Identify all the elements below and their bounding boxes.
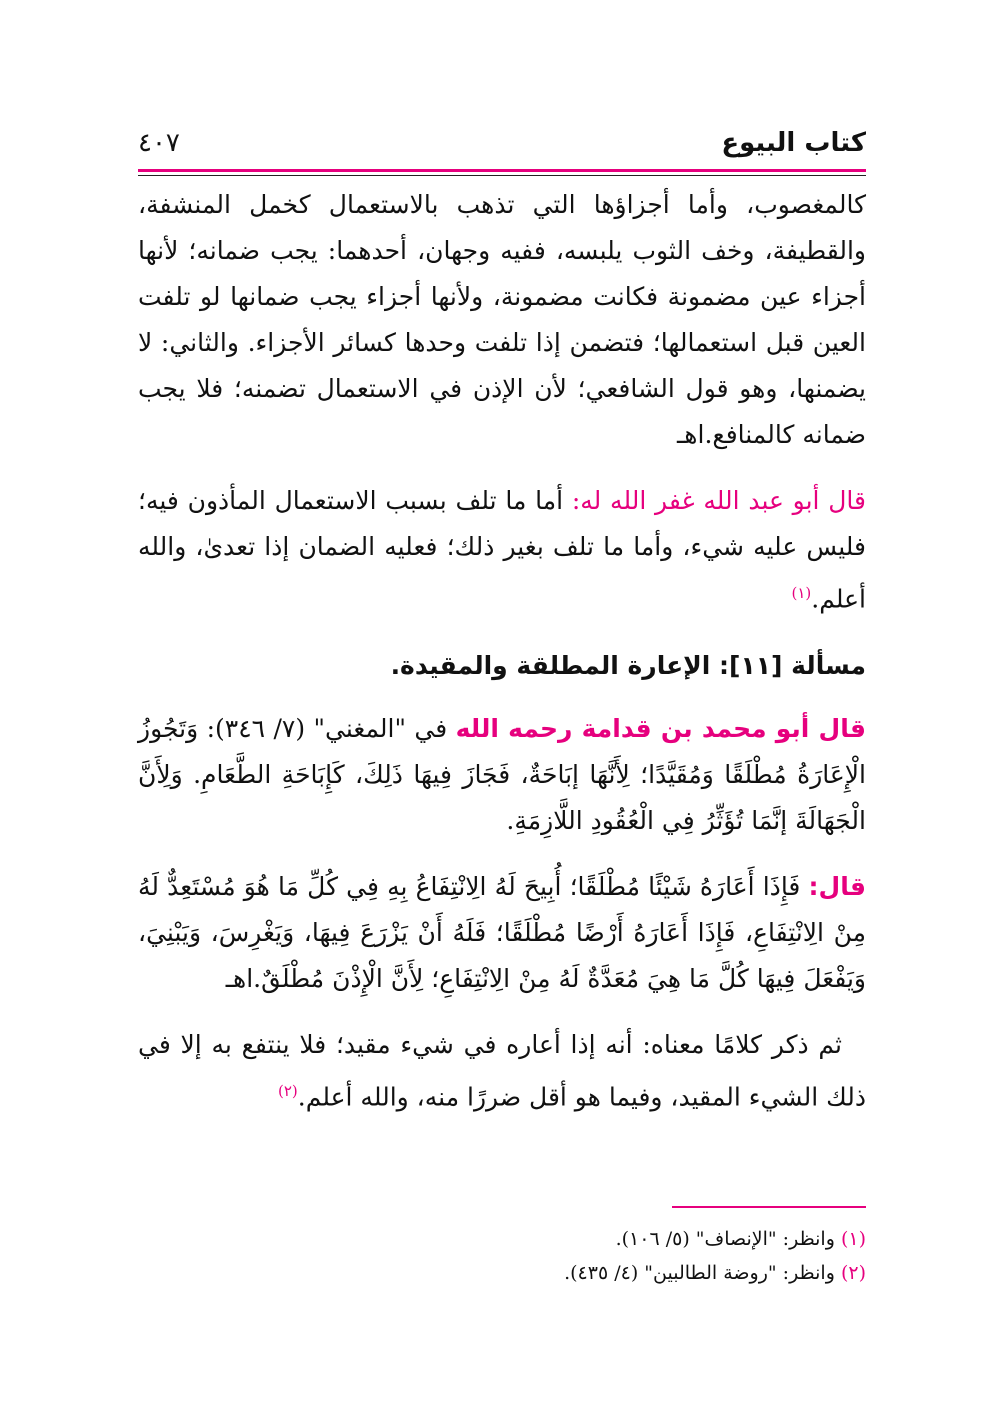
footnote-text: وانظر: "روضة الطالبين" (٤/ ٤٣٥).: [564, 1262, 841, 1284]
paragraph-5: [138, 1022, 866, 1120]
footnotes: [138, 1222, 866, 1290]
header-rule-pink: [138, 169, 866, 172]
author-comment-label: قال أبو عبد الله غفر الله له:: [571, 486, 866, 515]
running-header: [138, 128, 866, 168]
footnote-number: (١): [840, 1228, 866, 1250]
footnote-ref-2[interactable]: (٢): [277, 1082, 298, 1101]
paragraph-4: [138, 864, 866, 1002]
book-title: كتاب البيوع: [721, 128, 866, 158]
qala-label: قال:: [808, 872, 866, 902]
quote-source-label: قال أبو محمد بن قدامة رحمه الله: [455, 714, 867, 744]
paragraph-5-text: ثم ذكر كلامًا معناه: أنه إذا أعاره في شيء مقيد؛ فلا ينتفع به إلا في ذلك الشيء المقيد، وفيما هو أقل ضررًا منه، والله أعلم.: [138, 1030, 866, 1112]
header-rule-black: [138, 175, 866, 176]
paragraph-4-text: فَإِذَا أَعَارَهُ شَيْئًا مُطْلَقًا؛ أُبِيحَ لَهُ الِانْتِفَاعُ بِهِ فِي كُلِّ مَا هُوَ مُسْتَعِدٌّ لَهُ مِنْ الِانْتِفَاعِ، فَإِذَا أَعَارَهُ أَرْضًا مُطْلَقًا؛ فَلَهُ أَنْ يَزْرَعَ فِيهَا، وَيَغْرِسَ، وَيَبْنِيَ، وَيَفْعَلَ فِيهَا كُلَّ مَا هِيَ مُعَدَّةٌ لَهُ مِنْ الِانْتِفَاعِ؛ لِأَنَّ الْإِذْنَ مُطْلَقٌ.اهـ: [138, 872, 866, 994]
paragraph-2: [138, 478, 866, 622]
paragraph-3-text: في "المغني" (٧/ ٣٤٦): وَتَجُوزُ الْإِعَارَةُ مُطْلَقًا وَمُقَيَّدًا؛ لِأَنَّهَا إبَاحَةٌ، فَجَازَ فِيهَا ذَلِكَ، كَإِبَاحَةِ الطَّعَامِ. وَلِأَنَّ الْجَهَالَةَ إنَّمَا تُؤَثِّرُ فِي الْعُقُودِ اللَّازِمَةِ.: [138, 714, 866, 836]
page-number: ٤٠٧: [138, 128, 180, 158]
issue-heading: مسألة [١١]: الإعارة المطلقة والمقيدة.: [390, 651, 866, 681]
paragraph-1: كالمغصوب، وأما أجزاؤها التي تذهب بالاستعمال كخمل المنشفة، والقطيفة، وخف الثوب يلبسه، ففيه وجهان، أحدهما: يجب ضمانه؛ لأنها أجزاء عين مضمونة فكانت مضمونة، ولأنها أجزاء يجب ضمانها لو تلفت العين قبل استعمالها؛ فتضمن إذا تلفت وحدها كسائر الأجزاء. والثاني: لا يضمنها، وهو قول الشافعي؛ لأن الإذن في الاستعمال تضمنه؛ فلا يجب ضمانه كالمنافع.اهـ: [138, 190, 866, 449]
footnote-number: (٢): [840, 1262, 866, 1284]
paragraph-3: [138, 706, 866, 844]
footnote-separator: [672, 1206, 866, 1208]
main-text: [138, 182, 866, 1121]
footnote-text: وانظر: "الإنصاف" (٥/ ١٠٦).: [615, 1228, 841, 1250]
footnote-ref-1[interactable]: (١): [791, 584, 812, 602]
footnote-2: [138, 1256, 866, 1290]
paragraph-2-text: أما ما تلف بسبب الاستعمال المأذون فيه؛ فليس عليه شيء، وأما ما تلف بغير ذلك؛ فعليه الضمان إذا تعدىٰ، والله أعلم.: [138, 486, 866, 614]
footnote-1: [138, 1222, 866, 1256]
